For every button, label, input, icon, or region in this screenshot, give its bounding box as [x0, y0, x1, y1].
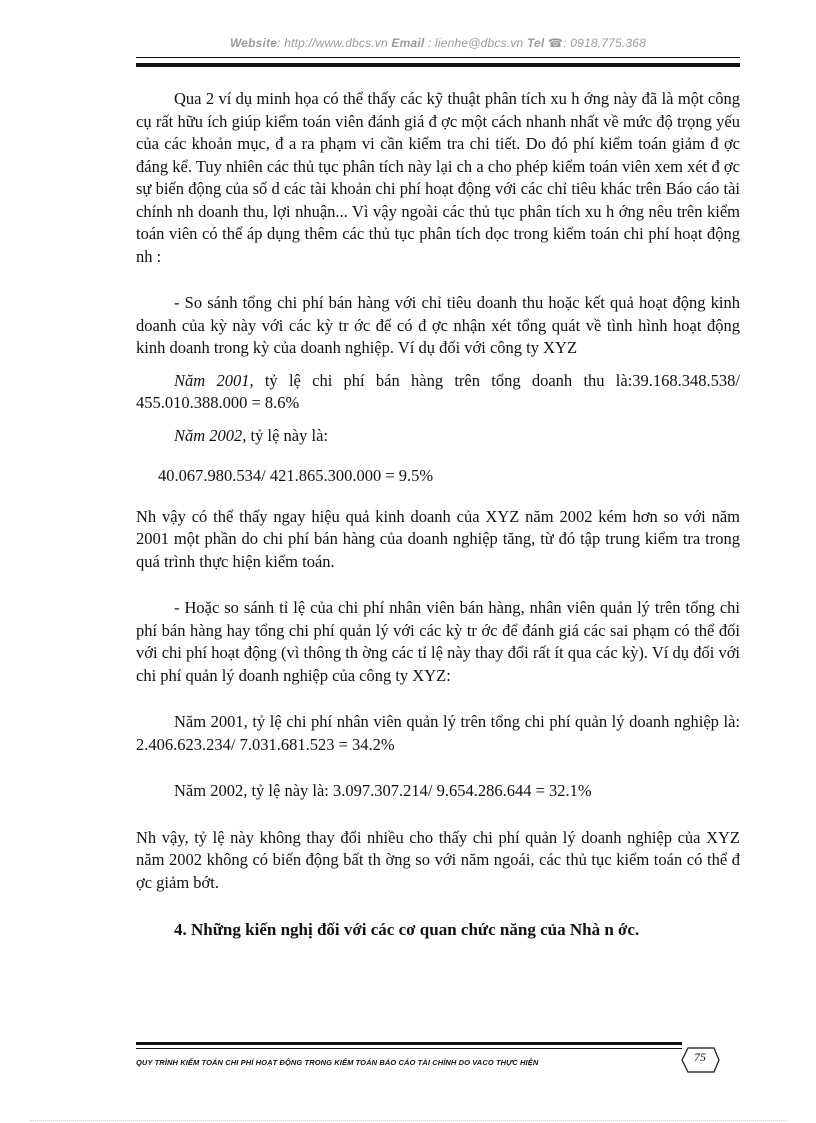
page-number: 75	[694, 1050, 706, 1064]
tel-value: ☎: 0918.775.368	[548, 36, 647, 50]
paragraph-year-2002-ratio	[136, 425, 740, 448]
website-value: : http://www.dbcs.vn	[277, 36, 388, 50]
paragraph-intro: Qua 2 ví dụ minh họa có thể thấy các kỹ thuật phân tích xu h ớng này đã là một công cụ rất hữu ích giúp kiểm toán viên đánh giá đ ợc một cách nhanh nhất về mức độ trọng yếu của các khoản mục, đ a ra phạm vi cần kiểm tra chi tiết. Do đó phí kiểm toán giảm đ ợc đáng kể. Tuy nhiên các thủ tục phân tích này lại ch a cho phép kiểm toán viên xem xét đ ợc sự biến động của số d các tài khoản chi phí hoạt động với các chỉ tiêu khác trên Báo cáo tài chính nh doanh thu, lợi nhuận... Vì vậy ngoài các thủ tục phân tích xu h ớng nêu trên kiểm toán viên có thể áp dụng thêm các thủ tục phân tích dọc trong kiểm toán chi phí hoạt động nh :	[136, 89, 740, 266]
website-label: Website	[229, 36, 278, 50]
header-rule-thick	[136, 63, 740, 67]
paragraph-2002-admin-ratio: Năm 2002, tỷ lệ này là: 3.097.307.214/ 9.654.286.644 = 32.1%	[174, 781, 592, 800]
year-2001-text: , tỷ lệ chi phí bán hàng trên tổng doanh thu là:39.168.348.538/ 455.010.388.000 = 8.6%	[136, 370, 741, 412]
page-header	[136, 36, 740, 50]
paragraph-conclusion-selling: Nh vậy có thể thấy ngay hiệu quả kinh doanh của XYZ năm 2002 kém hơn so với năm 2001 một phần do chi phí bán hàng của doanh nghiệp tăng, từ đó tập trung kiểm tra trong quá trình thực hiện kiểm toán.	[136, 506, 740, 571]
paragraph-year-2001-ratio	[136, 370, 740, 415]
header-rule-thin	[136, 57, 740, 58]
paragraph-conclusion-admin: Nh vậy, tỷ lệ này không thay đổi nhiều cho thấy chi phí quản lý doanh nghiệp của XYZ năm 2002 không có biến động bất th ờng so với năm ngoái, các thủ tục kiểm toán có thể đ ợc giảm bớt.	[136, 827, 740, 892]
paragraph-2001-admin-ratio: Năm 2001, tỷ lệ chi phí nhân viên quản lý trên tổng chi phí quản lý doanh nghiệp là: 2.406.623.234/ 7.031.681.523 = 34.2%	[136, 712, 740, 754]
year-2002-text: , tỷ lệ này là:	[242, 425, 328, 445]
year-2002-label: Năm 2002	[174, 425, 243, 445]
paragraph-selling-cost-comparison: - So sánh tổng chi phí bán hàng với chỉ tiêu doanh thu hoặc kết quả hoạt động kinh doanh của kỳ này với các kỳ tr ớc để có đ ợc nhận xét tổng quát về tình hình hoạt động kinh doanh trong kỳ của doanh nghiệp. Ví dụ đối với công ty XYZ	[136, 293, 740, 357]
footer-title: QUY TRÌNH KIỂM TOÁN CHI PHÍ HOẠT ĐỘNG TRONG KIỂM TOÁN BÁO CÁO TÀI CHÍNH DO VACO THỰC HIỆN	[136, 1058, 539, 1067]
footer-rule-thick	[136, 1042, 682, 1045]
footer-rule-thin	[136, 1048, 682, 1049]
year-2001-label: Năm 2001	[174, 370, 250, 390]
page-bottom-dotted-edge	[30, 1120, 786, 1121]
tel-label: Tel	[526, 36, 545, 50]
document-body	[136, 88, 740, 942]
paragraph-staff-cost-comparison: - Hoặc so sánh tỉ lệ của chi phí nhân viên bán hàng, nhân viên quản lý trên tổng chi phí bán hàng hay tổng chi phí quản lý với các kỳ tr ớc để đánh giá các sai phạm có thể đối với chi phí hoạt động (vì thông th ờng các tỉ lệ này thay đổi rất ít qua các kỳ). Ví dụ đối với chi phí quản lý doanh nghiệp của công ty XYZ:	[136, 598, 740, 685]
paragraph-2002-formula: 40.067.980.534/ 421.865.300.000 = 9.5%	[158, 466, 434, 485]
email-value: : lienhe@dbcs.vn	[427, 36, 524, 50]
email-label: Email	[391, 36, 425, 50]
section-heading: 4. Những kiến nghị đối với các cơ quan chức năng của Nhà n ớc.	[174, 920, 640, 939]
